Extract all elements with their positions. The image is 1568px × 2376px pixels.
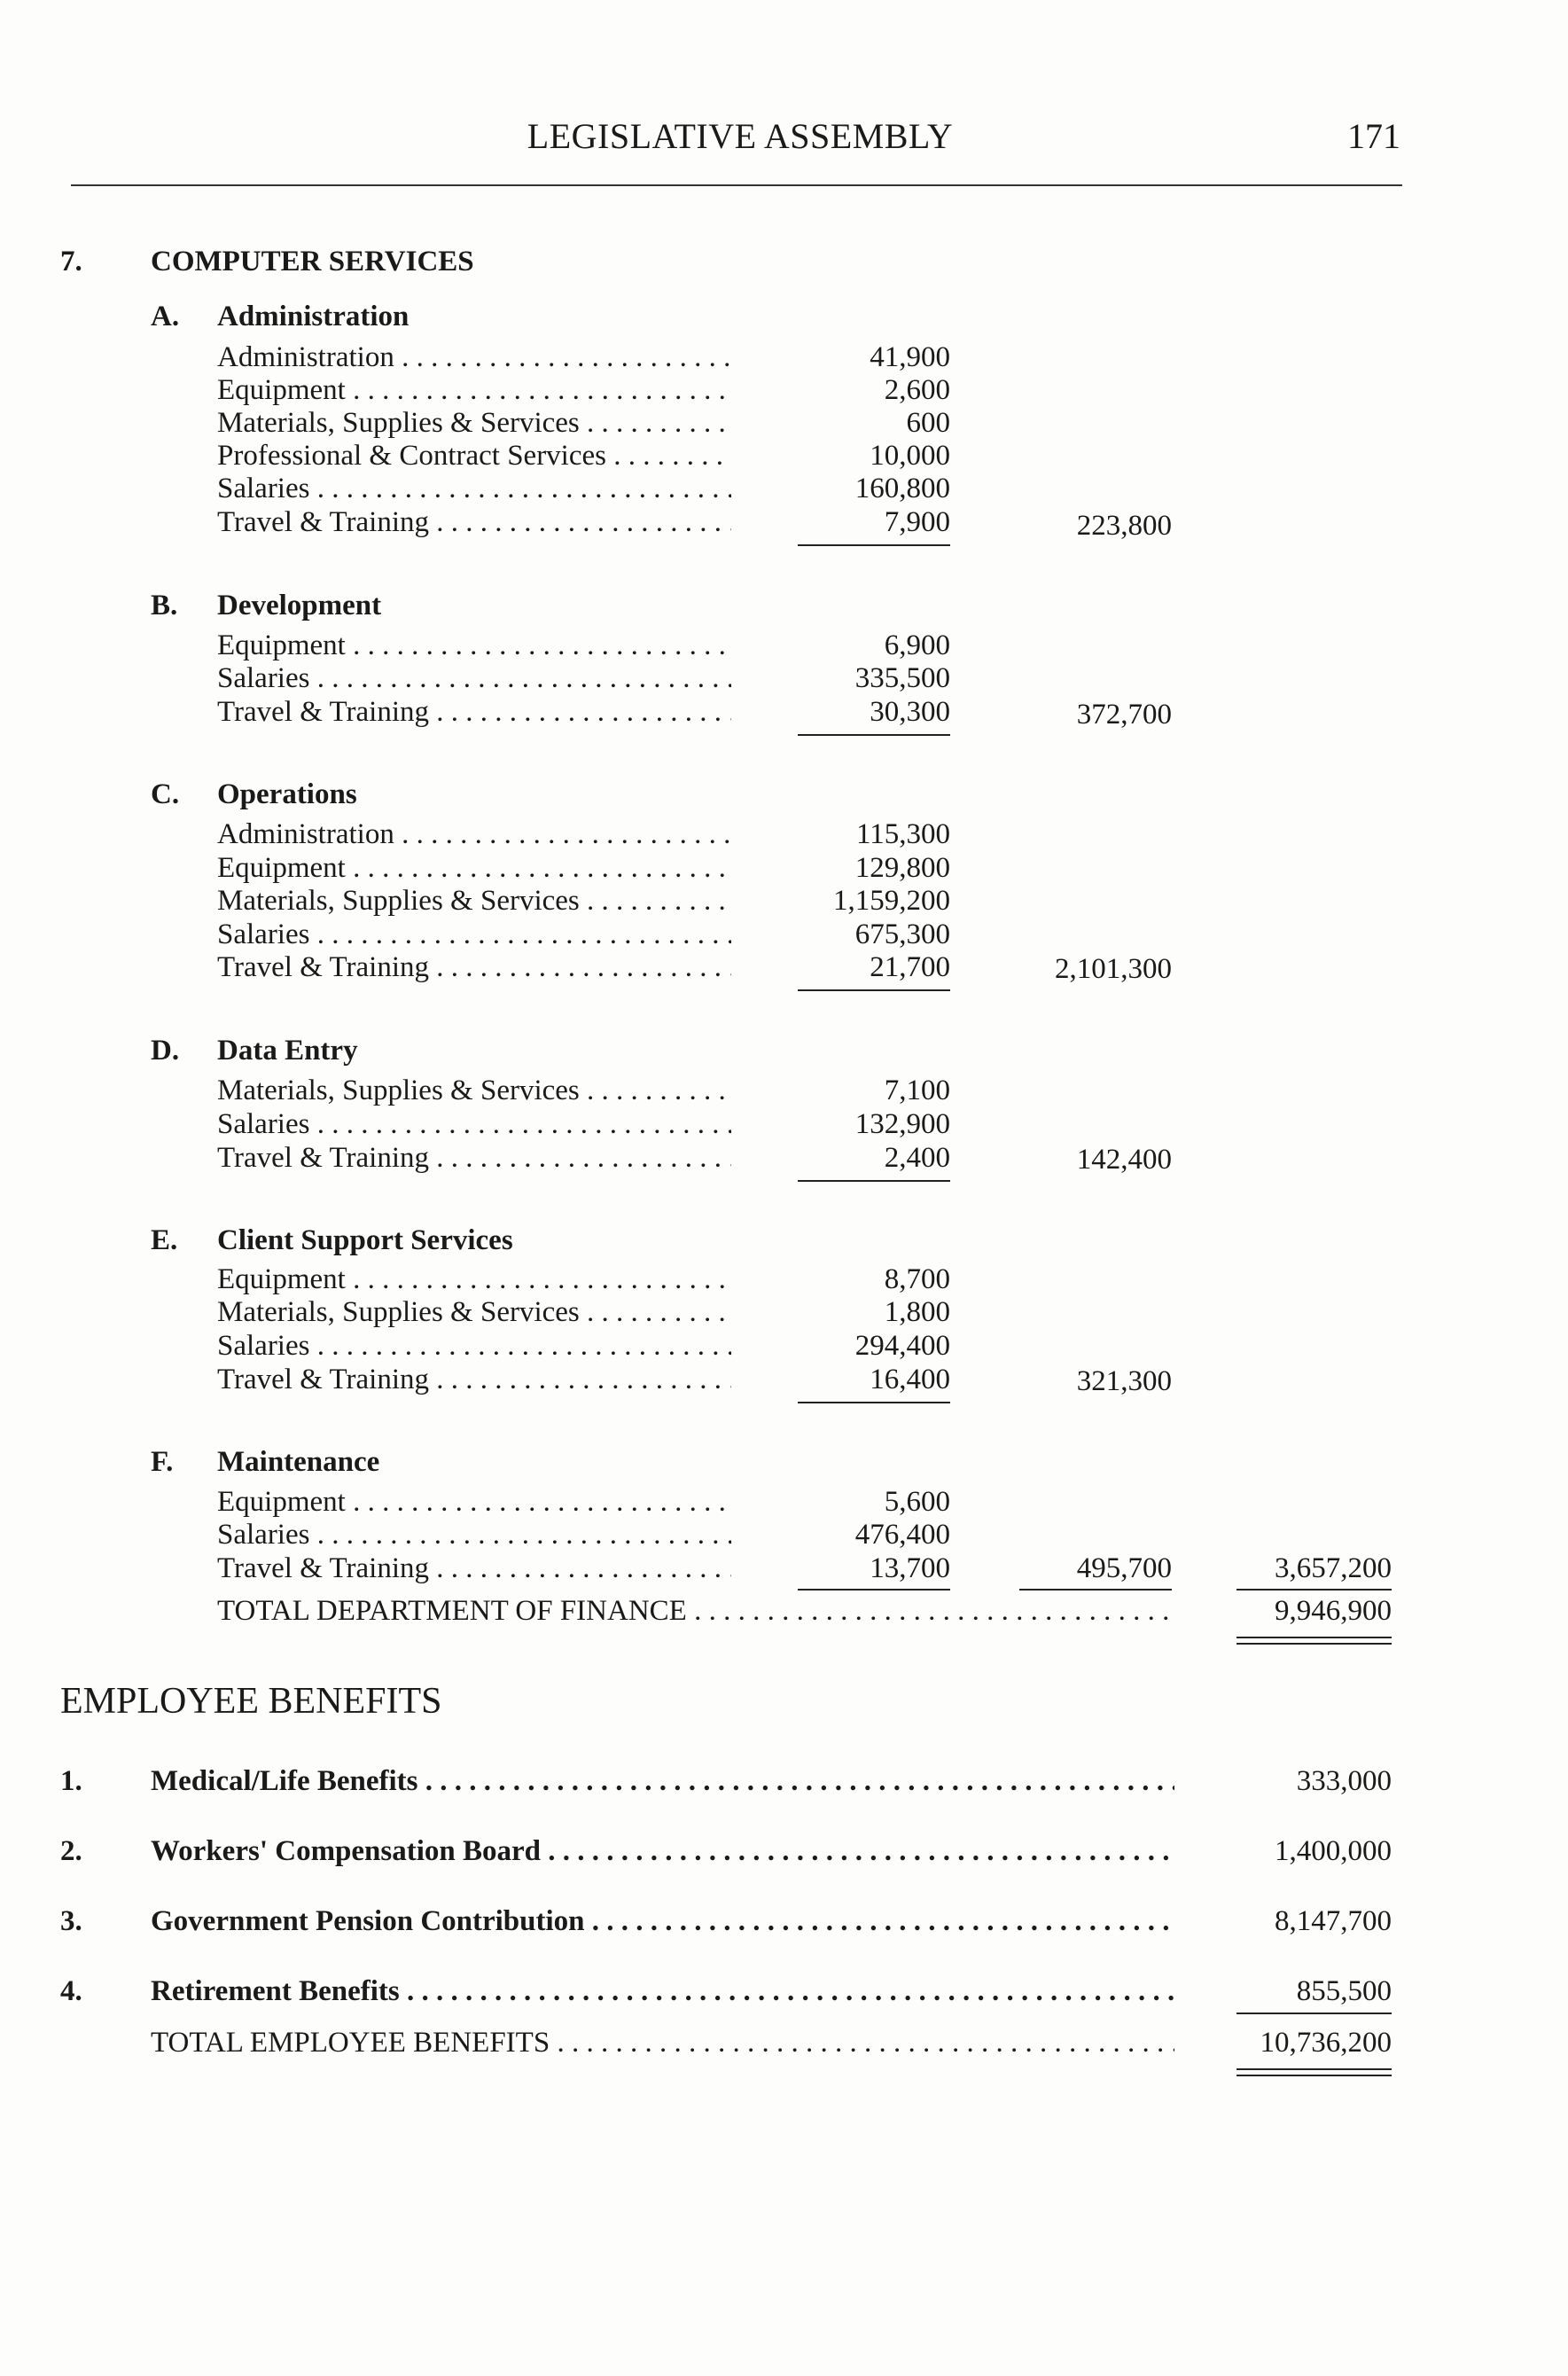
section-title: COMPUTER SERVICES bbox=[151, 246, 474, 277]
subsection-letter-f: F. bbox=[151, 1446, 174, 1478]
subtotal-column-rule bbox=[1019, 1589, 1172, 1591]
page-number: 171 bbox=[1347, 116, 1400, 156]
department-total-double-rule bbox=[1236, 1637, 1392, 1645]
subtotal-rule bbox=[798, 544, 950, 546]
line-item-label: Equipment . . . bbox=[217, 1485, 731, 1519]
subsection-title-a: Administration bbox=[217, 301, 410, 332]
subtotal-rule bbox=[798, 989, 950, 991]
benefit-number: 2. bbox=[60, 1835, 82, 1867]
line-item-label: Travel & Training . . . bbox=[217, 1141, 731, 1175]
benefit-amount: 855,500 bbox=[1296, 1975, 1392, 2007]
benefit-label: Workers' Compensation Board . . . bbox=[151, 1834, 1174, 1868]
header-rule bbox=[71, 184, 1402, 186]
line-item-label: Travel & Training . . . bbox=[217, 695, 731, 729]
line-item-label: Salaries . . . bbox=[217, 1329, 731, 1363]
line-item-label: Equipment . . . bbox=[217, 629, 731, 662]
subtotal-amount-f: 495,700 bbox=[1076, 1552, 1172, 1584]
line-item-amount: 160,800 bbox=[854, 473, 950, 504]
line-item-amount: 1,800 bbox=[884, 1296, 950, 1328]
subsection-title-c: Operations bbox=[217, 778, 357, 810]
line-item-label: Travel & Training . . . bbox=[217, 1363, 731, 1396]
line-item-amount: 132,900 bbox=[854, 1108, 950, 1140]
benefit-label: Retirement Benefits . . . bbox=[151, 1974, 1174, 2008]
line-item-label: Salaries . . . bbox=[217, 661, 731, 695]
line-item-amount: 5,600 bbox=[884, 1486, 950, 1518]
benefits-total-rule bbox=[1236, 2013, 1392, 2014]
line-item-amount: 600 bbox=[906, 407, 950, 439]
benefit-amount: 8,147,700 bbox=[1275, 1905, 1392, 1937]
section-total-rule bbox=[1236, 1589, 1392, 1591]
line-item-label: Administration . . . bbox=[217, 340, 731, 374]
line-item-amount: 16,400 bbox=[870, 1364, 950, 1395]
line-item-label: Salaries . . . bbox=[217, 1107, 731, 1141]
line-item-amount: 294,400 bbox=[854, 1330, 950, 1362]
subtotal-amount-a: 223,800 bbox=[1076, 510, 1172, 542]
subtotal-rule bbox=[798, 1402, 950, 1403]
benefit-number: 3. bbox=[60, 1905, 82, 1937]
subtotal-rule bbox=[798, 734, 950, 736]
line-item-amount: 10,000 bbox=[870, 440, 950, 472]
subtotal-amount-b: 372,700 bbox=[1076, 699, 1172, 731]
subtotal-amount-e: 321,300 bbox=[1076, 1365, 1172, 1397]
subsection-title-b: Development bbox=[217, 590, 382, 621]
department-total-amount: 9,946,900 bbox=[1275, 1595, 1392, 1627]
line-item-label: Salaries . . . bbox=[217, 1518, 731, 1551]
benefits-total-amount: 10,736,200 bbox=[1260, 2027, 1392, 2059]
line-item-amount: 6,900 bbox=[884, 629, 950, 661]
line-item-amount: 129,800 bbox=[854, 852, 950, 884]
line-item-amount: 115,300 bbox=[855, 818, 950, 850]
line-item-label: Materials, Supplies & Services . . . bbox=[217, 1074, 731, 1107]
subtotal-rule bbox=[798, 1180, 950, 1182]
line-item-amount: 7,900 bbox=[884, 506, 950, 538]
line-item-label: Materials, Supplies & Services . . . bbox=[217, 1295, 731, 1329]
line-item-label: Professional & Contract Services . . . bbox=[217, 439, 731, 473]
subsection-title-f: Maintenance bbox=[217, 1446, 380, 1478]
line-item-amount: 41,900 bbox=[870, 341, 950, 373]
line-item-amount: 2,600 bbox=[884, 374, 950, 406]
line-item-amount: 675,300 bbox=[854, 918, 950, 950]
subsection-title-e: Client Support Services bbox=[217, 1224, 513, 1256]
benefits-total-label: TOTAL EMPLOYEE BENEFITS . . . bbox=[151, 2026, 1174, 2059]
line-item-label: Travel & Training . . . bbox=[217, 505, 731, 539]
benefit-label: Government Pension Contribution . . . bbox=[151, 1904, 1174, 1938]
line-item-label: Salaries . . . bbox=[217, 472, 731, 505]
benefit-number: 1. bbox=[60, 1765, 82, 1797]
benefit-number: 4. bbox=[60, 1975, 82, 2007]
line-item-amount: 2,400 bbox=[884, 1142, 950, 1174]
benefit-amount: 333,000 bbox=[1296, 1765, 1392, 1797]
line-item-label: Travel & Training . . . bbox=[217, 950, 731, 984]
line-item-amount: 21,700 bbox=[870, 951, 950, 983]
line-item-amount: 13,700 bbox=[870, 1552, 950, 1584]
benefit-label: Medical/Life Benefits . . . bbox=[151, 1764, 1174, 1798]
subsection-letter-c: C. bbox=[151, 778, 180, 810]
subtotal-amount-d: 142,400 bbox=[1076, 1144, 1172, 1176]
subsection-title-d: Data Entry bbox=[217, 1035, 358, 1067]
subsection-letter-b: B. bbox=[151, 590, 178, 621]
line-item-amount: 335,500 bbox=[854, 662, 950, 694]
line-item-amount: 1,159,200 bbox=[833, 885, 950, 917]
subsection-letter-e: E. bbox=[151, 1224, 178, 1256]
line-item-label: Equipment . . . bbox=[217, 851, 731, 885]
line-item-label: Travel & Training . . . bbox=[217, 1551, 731, 1585]
section-total-amount: 3,657,200 bbox=[1275, 1552, 1392, 1584]
line-item-label: Salaries . . . bbox=[217, 918, 731, 951]
line-item-amount: 7,100 bbox=[884, 1075, 950, 1106]
employee-benefits-title: EMPLOYEE BENEFITS bbox=[60, 1681, 442, 1722]
line-item-label: Administration . . . bbox=[217, 817, 731, 851]
line-item-label: Equipment . . . bbox=[217, 373, 731, 407]
line-item-amount: 30,300 bbox=[870, 696, 950, 728]
subtotal-rule bbox=[798, 1589, 950, 1591]
line-item-label: Materials, Supplies & Services . . . bbox=[217, 884, 731, 918]
section-number: 7. bbox=[60, 246, 82, 277]
subtotal-amount-c: 2,101,300 bbox=[1055, 953, 1172, 985]
line-item-label: Equipment . . . bbox=[217, 1262, 731, 1296]
line-item-amount: 476,400 bbox=[854, 1519, 950, 1551]
page-header-title: LEGISLATIVE ASSEMBLY bbox=[527, 116, 954, 156]
line-item-amount: 8,700 bbox=[884, 1263, 950, 1295]
department-total-label: TOTAL DEPARTMENT OF FINANCE . . . bbox=[217, 1594, 1174, 1628]
benefit-amount: 1,400,000 bbox=[1275, 1835, 1392, 1867]
subsection-letter-d: D. bbox=[151, 1035, 180, 1067]
line-item-label: Materials, Supplies & Services . . . bbox=[217, 406, 731, 440]
subsection-letter-a: A. bbox=[151, 301, 180, 332]
benefits-total-double-rule bbox=[1236, 2068, 1392, 2076]
